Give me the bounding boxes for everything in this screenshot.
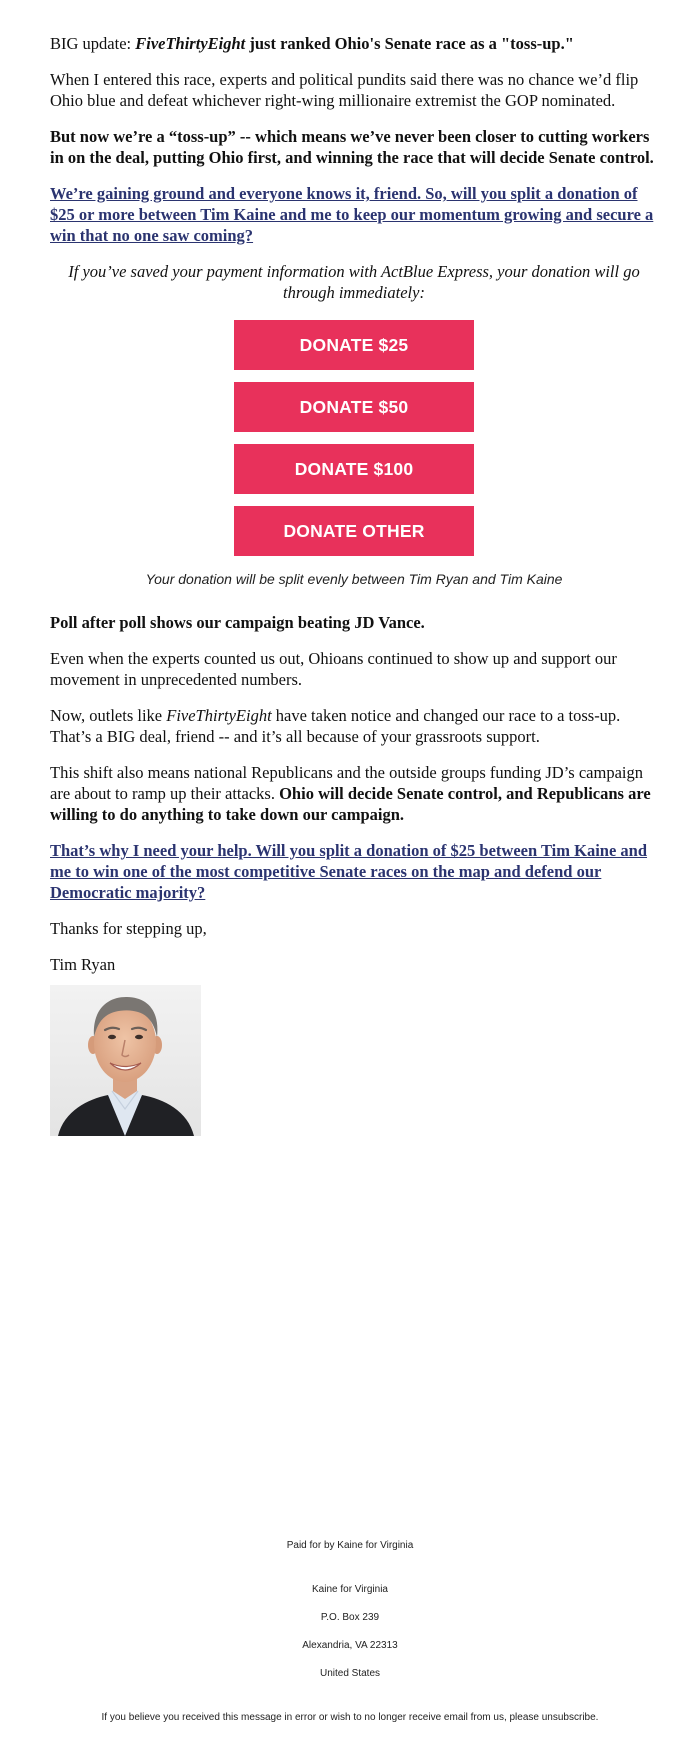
paragraph-experts-counted: Even when the experts counted us out, Ohioans continued to show up and support our movement in unprecedented numbers.	[50, 649, 617, 689]
intro-suffix: just ranked Ohio's Senate race as a "toss-up."	[245, 34, 574, 53]
link-paragraph-2	[50, 840, 658, 903]
paragraph-toss-up: But now we’re a “toss-up” -- which means we’ve never been closer to cutting workers in on the deal, putting Ohio first, and winning the race that will decide Senate control.	[50, 127, 654, 167]
signoff: Thanks for stepping up,	[50, 919, 207, 938]
donate-50-button[interactable]: DONATE $50	[234, 382, 474, 432]
footer-country: United States	[319, 1668, 381, 1679]
p5-normal: This shift also means national Republicans and the outside groups funding JD’s campaign are about to ramp up their attacks.	[50, 763, 643, 803]
paragraph-entered-race: When I entered this race, experts and political pundits said there was no chance we’d flip Ohio blue and defeat whichever right-wing millionaire extremist the GOP nominated.	[50, 70, 639, 110]
p4-prefix: Now, outlets like	[50, 706, 167, 725]
donate-other-button[interactable]: DONATE OTHER	[234, 506, 474, 556]
intro-outlet: FiveThirtyEight	[135, 34, 246, 53]
intro-paragraph	[50, 33, 658, 54]
link-paragraph-1	[50, 183, 658, 246]
actblue-express-note: If you’ve saved your payment information with ActBlue Express, your donation will go through immediately:	[68, 262, 640, 302]
poll-heading: Poll after poll shows our campaign beating JD Vance.	[50, 613, 425, 632]
signature: Tim Ryan	[50, 955, 116, 974]
paid-for-line: Paid for by Kaine for Virginia	[286, 1540, 414, 1551]
p4-suffix: have taken notice and changed our race to a toss-up. That’s a BIG deal, friend -- and it’s all because of your grassroots support.	[50, 706, 621, 746]
unsubscribe-notice[interactable]: If you believe you received this message in error or wish to no longer receive email from us, please unsubscribe.	[101, 1712, 599, 1723]
donate-buttons	[50, 320, 658, 568]
split-note: Your donation will be split evenly between Tim Ryan and Tim Kaine	[145, 571, 563, 587]
footer-org: Kaine for Virginia	[312, 1584, 388, 1595]
footer	[0, 1540, 700, 1724]
email-body	[50, 0, 658, 1136]
donate-link-gaining-ground[interactable]: We’re gaining ground and everyone knows it, friend. So, will you split a donation of $25 or more between Tim Kaine and me to keep our momentum growing and secure a win that no one saw coming?	[50, 184, 654, 245]
footer-city: Alexandria, VA 22313	[302, 1640, 398, 1651]
intro-prefix: BIG update:	[50, 34, 136, 53]
p4-outlet: FiveThirtyEight	[166, 706, 272, 725]
donate-100-button[interactable]: DONATE $100	[234, 444, 474, 494]
paragraph-outlets	[50, 705, 658, 747]
donate-link-need-help[interactable]: That’s why I need your help. Will you split a donation of $25 between Tim Kaine and me to win one of the most competitive Senate races on the map and defend our Democratic majority?	[50, 841, 648, 902]
paragraph-shift	[50, 762, 658, 825]
p5-bold: Ohio will decide Senate control, and Republicans are willing to do anything to take down our campaign.	[50, 784, 651, 824]
footer-po-box: P.O. Box 239	[320, 1612, 380, 1623]
donate-25-button[interactable]: DONATE $25	[234, 320, 474, 370]
tim-ryan-photo	[50, 985, 201, 1136]
